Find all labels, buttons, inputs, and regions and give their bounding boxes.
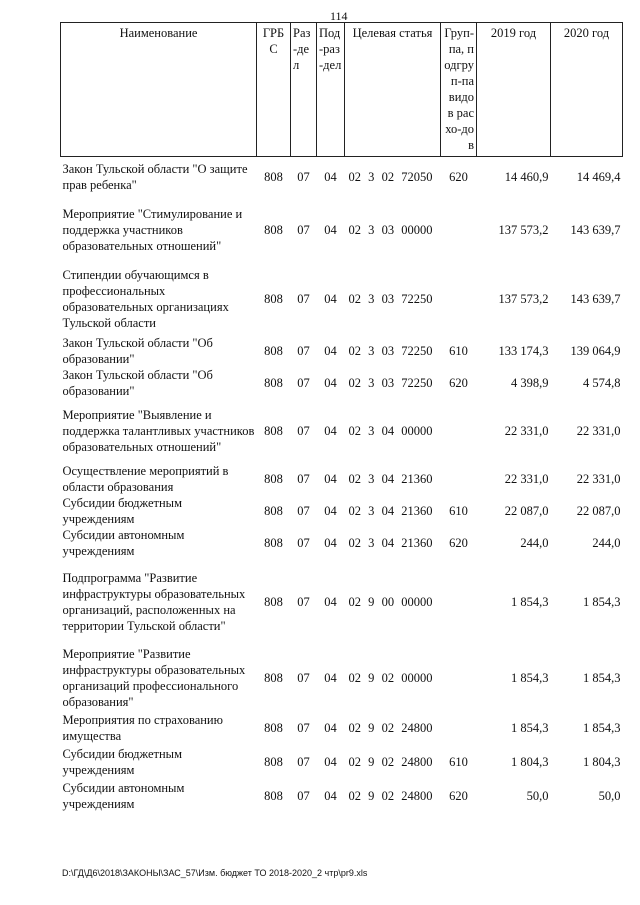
row-podrazdel: 04 [324, 169, 337, 184]
row-year2: 1 854,3 [583, 720, 621, 735]
row-name: Субсидии бюджетным учреждениям [62, 746, 182, 777]
target-direction: 24800 [401, 788, 433, 803]
row-year2: 139 064,9 [570, 343, 621, 358]
row-target [345, 335, 441, 367]
target-event: 02 [381, 670, 395, 685]
row-name: Субсидии бюджетным учреждениям [62, 495, 182, 526]
table-row [61, 711, 623, 745]
target-subprogram: 9 [368, 594, 375, 609]
target-subprogram: 3 [368, 343, 375, 358]
row-group [441, 559, 477, 645]
row-name: Закон Тульской области "Об образовании" [62, 367, 213, 398]
row-year2: 1 854,3 [583, 670, 621, 685]
target-event: 04 [381, 535, 395, 550]
row-name: Осуществление мероприятий в области образования [62, 463, 229, 494]
header-podrazdel: Под-раз-дел [317, 23, 345, 157]
row-target [345, 559, 441, 645]
row-group: 620 [449, 788, 468, 803]
row-grbs: 808 [264, 594, 283, 609]
row-podrazdel: 04 [324, 343, 337, 358]
target-subprogram: 9 [368, 788, 375, 803]
row-grbs: 808 [264, 720, 283, 735]
row-name: Закон Тульской области "Об образовании" [62, 335, 213, 366]
row-grbs: 808 [264, 503, 283, 518]
header-name: Наименование [61, 23, 257, 157]
row-year2: 143 639,7 [570, 222, 621, 237]
target-event: 03 [381, 343, 395, 358]
row-podrazdel: 04 [324, 720, 337, 735]
row-year2: 50,0 [598, 788, 621, 803]
table-row [61, 559, 623, 645]
target-direction: 72250 [401, 375, 433, 390]
row-name: Стипендии обучающимся в профессиональных образовательных организациях Тульской области [62, 267, 229, 330]
row-name: Подпрограмма "Развитие инфраструктуры образовательных организаций, расположенных на территории Тульской области" [62, 570, 246, 633]
table-row [61, 645, 623, 711]
table-row [61, 367, 623, 399]
table-row [61, 527, 623, 559]
row-year1: 22 087,0 [504, 503, 549, 518]
row-grbs: 808 [264, 788, 283, 803]
row-razdel: 07 [297, 788, 310, 803]
row-group [441, 197, 477, 263]
row-razdel: 07 [297, 754, 310, 769]
target-event: 04 [381, 471, 395, 486]
row-grbs: 808 [264, 343, 283, 358]
row-razdel: 07 [297, 375, 310, 390]
target-event: 00 [381, 594, 395, 609]
target-event: 02 [381, 720, 395, 735]
row-podrazdel: 04 [324, 754, 337, 769]
target-event: 04 [381, 503, 395, 518]
row-target [345, 399, 441, 463]
table-row [61, 157, 623, 197]
row-razdel: 07 [297, 720, 310, 735]
header-group: Груп-па, подгруп-па видов расхо-дов [441, 23, 477, 157]
row-name: Субсидии автономным учреждениям [62, 527, 185, 558]
row-year2: 22 087,0 [576, 503, 621, 518]
row-grbs: 808 [264, 423, 283, 438]
row-year2: 14 469,4 [576, 169, 621, 184]
row-grbs: 808 [264, 535, 283, 550]
table-row [61, 495, 623, 527]
row-grbs: 808 [264, 471, 283, 486]
row-target [345, 463, 441, 495]
row-podrazdel: 04 [324, 535, 337, 550]
table-row [61, 779, 623, 813]
target-subprogram: 9 [368, 754, 375, 769]
target-program: 02 [348, 423, 361, 438]
row-grbs: 808 [264, 670, 283, 685]
row-grbs: 808 [264, 754, 283, 769]
row-group [441, 463, 477, 495]
row-group [441, 645, 477, 711]
row-year1: 1 804,3 [511, 754, 549, 769]
row-razdel: 07 [297, 535, 310, 550]
row-razdel: 07 [297, 471, 310, 486]
row-year1: 1 854,3 [511, 720, 549, 735]
header-year2: 2020 год [551, 23, 623, 157]
row-name: Закон Тульской области "О защите прав ребенка" [62, 161, 248, 192]
row-name: Мероприятие "Развитие инфраструктуры образовательных организаций профессионального образования" [62, 646, 246, 709]
row-razdel: 07 [297, 423, 310, 438]
row-year1: 137 573,2 [498, 222, 549, 237]
header-grbs: ГРБС [257, 23, 291, 157]
row-grbs: 808 [264, 375, 283, 390]
table-row [61, 335, 623, 367]
row-name: Мероприятие "Стимулирование и поддержка участников образовательных отношений" [62, 206, 243, 253]
budget-table [60, 22, 623, 813]
target-direction: 72050 [401, 169, 433, 184]
target-event: 03 [381, 222, 395, 237]
target-direction: 21360 [401, 471, 433, 486]
target-subprogram: 9 [368, 720, 375, 735]
target-event: 02 [381, 788, 395, 803]
row-target [345, 263, 441, 335]
header-year1: 2019 год [477, 23, 551, 157]
target-subprogram: 3 [368, 375, 375, 390]
row-podrazdel: 04 [324, 423, 337, 438]
row-group: 620 [449, 169, 468, 184]
target-subprogram: 3 [368, 535, 375, 550]
row-year1: 1 854,3 [511, 670, 549, 685]
row-podrazdel: 04 [324, 788, 337, 803]
row-year1: 244,0 [520, 535, 549, 550]
row-year1: 4 398,9 [511, 375, 549, 390]
header-razdel: Раз-дел [291, 23, 317, 157]
row-target [345, 711, 441, 745]
row-group [441, 711, 477, 745]
row-target [345, 745, 441, 779]
target-program: 02 [348, 503, 361, 518]
row-podrazdel: 04 [324, 594, 337, 609]
row-razdel: 07 [297, 670, 310, 685]
target-program: 02 [348, 754, 361, 769]
header-target: Целевая статья [345, 23, 441, 157]
row-year2: 22 331,0 [576, 423, 621, 438]
target-subprogram: 3 [368, 291, 375, 306]
row-razdel: 07 [297, 343, 310, 358]
target-program: 02 [348, 343, 361, 358]
target-program: 02 [348, 788, 361, 803]
row-target [345, 495, 441, 527]
target-direction: 00000 [401, 222, 433, 237]
target-program: 02 [348, 670, 361, 685]
row-target [345, 527, 441, 559]
target-event: 02 [381, 169, 395, 184]
table-row [61, 263, 623, 335]
row-group: 610 [449, 754, 468, 769]
row-name: Субсидии автономным учреждениям [62, 780, 185, 811]
row-podrazdel: 04 [324, 222, 337, 237]
row-razdel: 07 [297, 291, 310, 306]
row-podrazdel: 04 [324, 291, 337, 306]
row-group: 610 [449, 343, 468, 358]
row-razdel: 07 [297, 169, 310, 184]
row-grbs: 808 [264, 169, 283, 184]
row-year2: 1 854,3 [583, 594, 621, 609]
table-row [61, 197, 623, 263]
table-row [61, 463, 623, 495]
target-program: 02 [348, 720, 361, 735]
target-program: 02 [348, 169, 361, 184]
page-number: 114 [330, 9, 348, 23]
target-direction: 21360 [401, 503, 433, 518]
row-year2: 4 574,8 [583, 375, 621, 390]
row-target [345, 367, 441, 399]
row-group: 620 [449, 535, 468, 550]
target-event: 03 [381, 291, 395, 306]
row-year1: 1 854,3 [511, 594, 549, 609]
row-group: 620 [449, 375, 468, 390]
target-event: 03 [381, 375, 395, 390]
target-subprogram: 9 [368, 670, 375, 685]
row-razdel: 07 [297, 503, 310, 518]
row-year2: 22 331,0 [576, 471, 621, 486]
row-target [345, 779, 441, 813]
row-year2: 1 804,3 [583, 754, 621, 769]
target-direction: 72250 [401, 343, 433, 358]
row-razdel: 07 [297, 594, 310, 609]
row-year1: 22 331,0 [504, 423, 549, 438]
target-direction: 00000 [401, 594, 433, 609]
row-target [345, 645, 441, 711]
row-name: Мероприятия по страхованию имущества [62, 712, 223, 743]
row-group [441, 263, 477, 335]
row-podrazdel: 04 [324, 471, 337, 486]
target-direction: 21360 [401, 535, 433, 550]
target-subprogram: 3 [368, 169, 375, 184]
target-program: 02 [348, 471, 361, 486]
target-event: 04 [381, 423, 395, 438]
row-year1: 137 573,2 [498, 291, 549, 306]
target-subprogram: 3 [368, 471, 375, 486]
row-group [441, 399, 477, 463]
row-year1: 133 174,3 [498, 343, 549, 358]
row-podrazdel: 04 [324, 670, 337, 685]
row-grbs: 808 [264, 291, 283, 306]
target-program: 02 [348, 222, 361, 237]
target-subprogram: 3 [368, 222, 375, 237]
row-grbs: 808 [264, 222, 283, 237]
file-path-footer: D:\ГД\Д6\2018\ЗАКОНЫ\ЗАС_57\Изм. бюджет ТО 2018-2020_2 чтр\pr9.xls [62, 868, 368, 878]
row-razdel: 07 [297, 222, 310, 237]
row-year2: 244,0 [592, 535, 621, 550]
table-row [61, 399, 623, 463]
target-event: 02 [381, 754, 395, 769]
target-program: 02 [348, 375, 361, 390]
target-subprogram: 3 [368, 503, 375, 518]
table-body [61, 157, 623, 813]
target-direction: 00000 [401, 423, 433, 438]
target-direction: 72250 [401, 291, 433, 306]
row-podrazdel: 04 [324, 503, 337, 518]
row-target [345, 157, 441, 197]
target-program: 02 [348, 535, 361, 550]
target-subprogram: 3 [368, 423, 375, 438]
row-name: Мероприятие "Выявление и поддержка талантливых участников образовательных отношений" [62, 407, 255, 454]
table-row [61, 745, 623, 779]
row-year1: 14 460,9 [504, 169, 549, 184]
target-program: 02 [348, 291, 361, 306]
row-group: 610 [449, 503, 468, 518]
target-direction: 24800 [401, 720, 433, 735]
row-podrazdel: 04 [324, 375, 337, 390]
target-direction: 24800 [401, 754, 433, 769]
row-year1: 50,0 [526, 788, 549, 803]
target-program: 02 [348, 594, 361, 609]
row-year2: 143 639,7 [570, 291, 621, 306]
row-year1: 22 331,0 [504, 471, 549, 486]
row-target [345, 197, 441, 263]
target-direction: 00000 [401, 670, 433, 685]
